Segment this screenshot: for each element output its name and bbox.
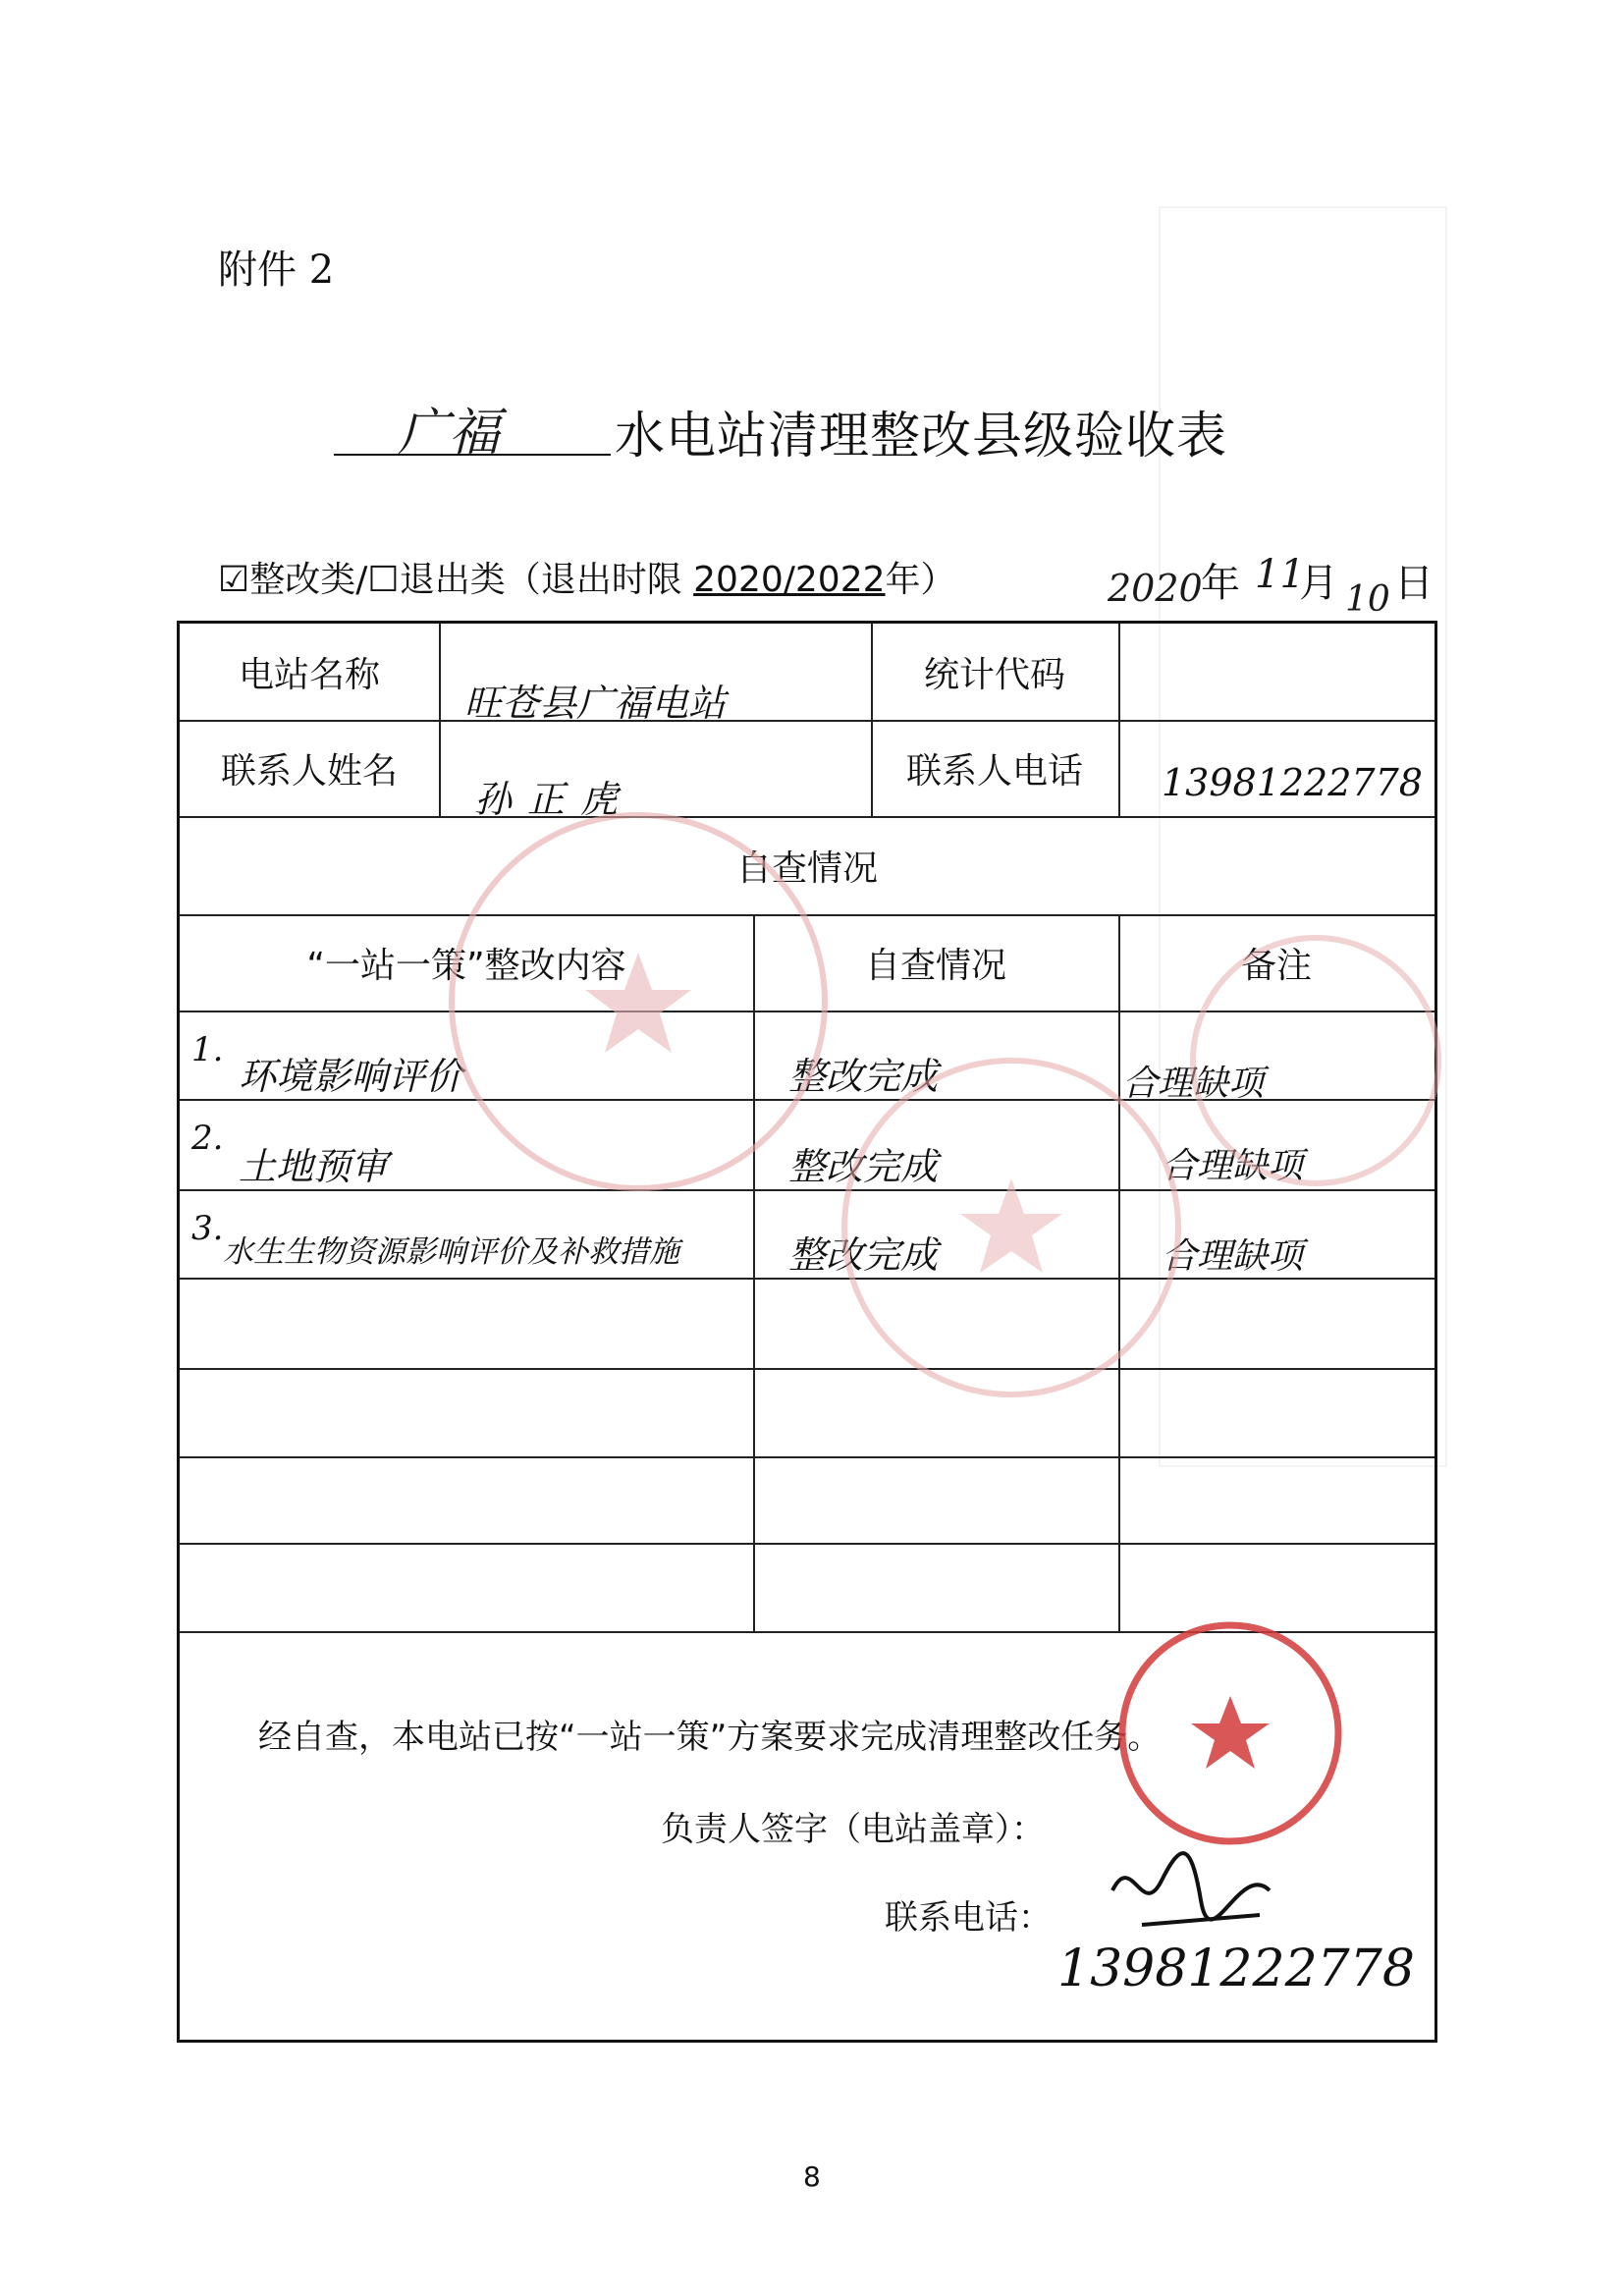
phone-label: 联系电话： [885, 1898, 1052, 1938]
contact-phone-label: 联系人电话 [905, 750, 1083, 792]
rectify-label: 整改类/ [249, 560, 368, 600]
company-seal-stamp [1112, 1615, 1348, 1851]
contact-name-label: 联系人姓名 [220, 750, 398, 792]
rectify-checkbox[interactable]: ☑ [218, 560, 250, 600]
exit-deadline-unit: 年） [885, 560, 956, 600]
signature-handwritten[interactable] [1051, 1841, 1067, 1903]
contact-name-value[interactable]: 孙正虎 [474, 778, 634, 821]
signature-label: 负责人签字（电站盖章）： [661, 1810, 1045, 1849]
table-row-status[interactable]: 整改完成 [788, 1055, 939, 1098]
row-divider [180, 1368, 1435, 1370]
table-row-no: 2. [191, 1119, 224, 1158]
faint-stamp-right [1178, 923, 1453, 1198]
completion-statement: 经自查，本电站已按“一站一策”方案要求完成清理整改任务。 [258, 1718, 1162, 1757]
title-station-handwritten: 广福 [398, 404, 501, 463]
phone-value-handwritten[interactable]: 13981222778 [1057, 1940, 1415, 1998]
table-row-content[interactable]: 土地预审 [239, 1145, 389, 1188]
row-divider [180, 1543, 1435, 1545]
stat-code-value[interactable] [1118, 624, 1435, 720]
contact-phone-value[interactable]: 13981222778 [1162, 761, 1423, 804]
date-day-unit: 日 [1394, 561, 1434, 606]
attachment-label: 附件 2 [218, 247, 335, 293]
exit-label: 退出类（退出时限 [399, 560, 694, 600]
table-row-status[interactable]: 整改完成 [788, 1145, 939, 1188]
date-year: 2020 [1108, 567, 1203, 610]
page-title: 水电站清理整改县级验收表 [615, 408, 1228, 465]
date-day: 10 [1345, 579, 1390, 620]
date-month-unit: 月 [1299, 561, 1338, 606]
self-check-section-title: 自查情况 [735, 847, 878, 889]
table-row-remark[interactable]: 合理缺项 [1122, 1064, 1265, 1104]
table-row-status[interactable]: 整改完成 [788, 1233, 939, 1277]
page-number: 8 [803, 2160, 821, 2193]
station-name-label: 电站名称 [238, 654, 380, 695]
table-row-content[interactable]: 环境影响评价 [239, 1055, 463, 1098]
faint-stamp-middle [825, 1041, 1198, 1414]
date-month: 11 [1255, 552, 1305, 597]
table-row-remark[interactable]: 合理缺项 [1162, 1146, 1304, 1186]
date-year-unit: 年 [1201, 561, 1240, 606]
exit-checkbox[interactable]: ☐ [367, 560, 400, 600]
col-header-remark: 备注 [1240, 945, 1312, 986]
row-divider [180, 1456, 1435, 1458]
faint-stamp-left [432, 795, 844, 1208]
table-row-remark[interactable]: 合理缺项 [1162, 1236, 1304, 1277]
table-row-no: 1. [191, 1030, 224, 1069]
table-row-content[interactable]: 水生生物资源影响评价及补救措施 [223, 1234, 679, 1270]
stat-code-label: 统计代码 [923, 654, 1065, 695]
table-row-no: 3. [191, 1209, 224, 1248]
col-divider [439, 624, 441, 816]
exit-deadline: 2020/2022 [693, 560, 886, 600]
col-header-content: “一站一策”整改内容 [306, 945, 626, 986]
col-header-status: 自查情况 [864, 945, 1006, 986]
station-name-value[interactable]: 旺苍县广福电站 [464, 682, 727, 725]
category-line [218, 552, 956, 602]
